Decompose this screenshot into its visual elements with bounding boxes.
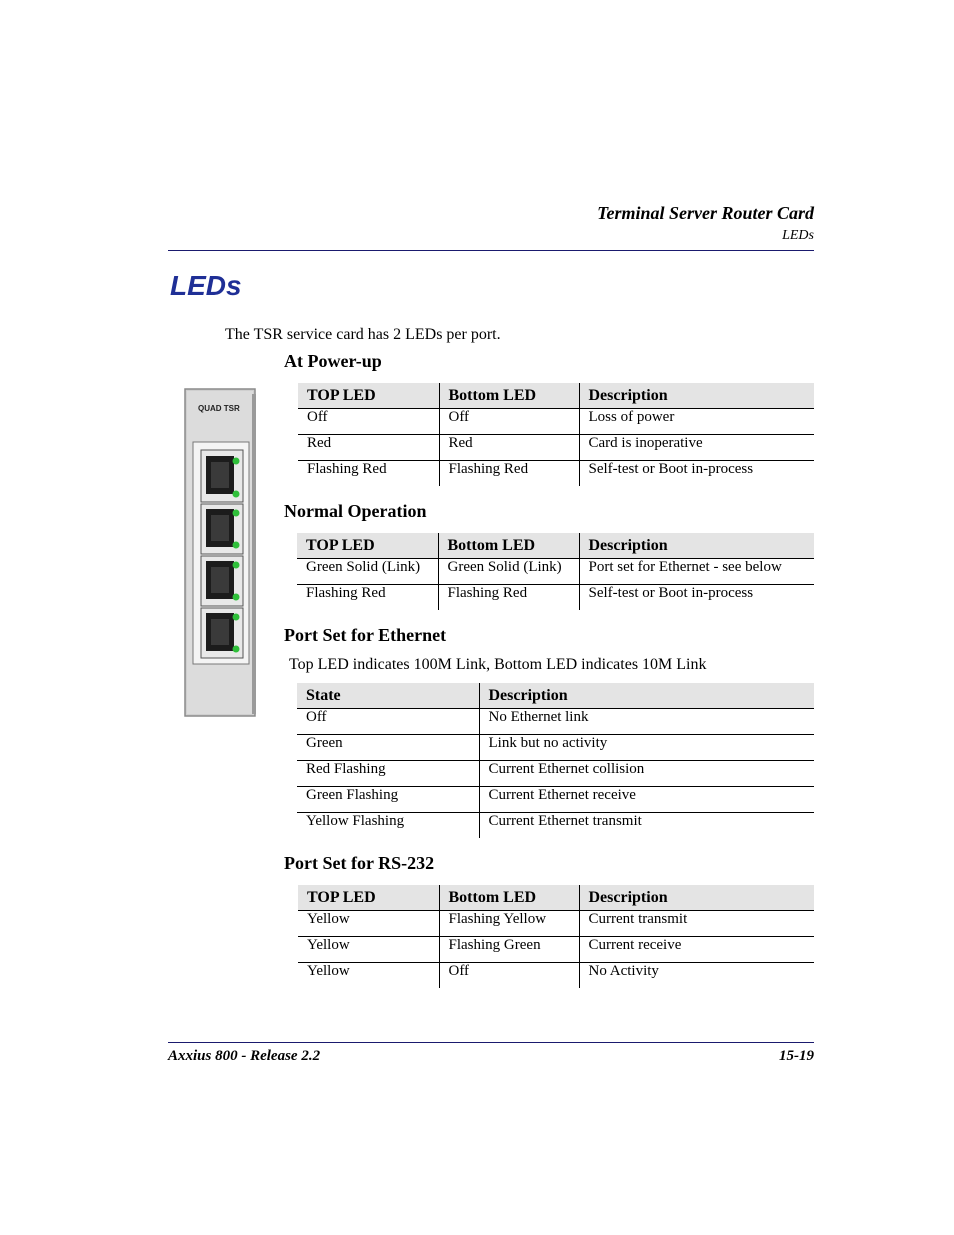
table-row bbox=[298, 911, 814, 937]
column-header: Description bbox=[579, 533, 814, 559]
footer-rule bbox=[168, 1042, 814, 1043]
table-cell: Red Flashing bbox=[297, 761, 479, 787]
page-title: LEDs bbox=[170, 270, 242, 301]
table-power-up bbox=[298, 383, 814, 486]
heading-port-set-ethernet: Port Set for Ethernet bbox=[284, 625, 447, 645]
table-normal-operation bbox=[297, 533, 814, 610]
footer-product: Axxius 800 - Release 2.2 bbox=[168, 1048, 321, 1064]
column-header: TOP LED bbox=[298, 885, 439, 911]
column-header: Bottom LED bbox=[438, 533, 579, 559]
table-cell: No Activity bbox=[579, 963, 814, 989]
column-header: Description bbox=[479, 683, 814, 709]
table-cell: Flashing Red bbox=[297, 585, 438, 611]
footer-page-number: 15-19 bbox=[779, 1048, 814, 1064]
table-cell: Current Ethernet collision bbox=[479, 761, 814, 787]
table-cell: Flashing Green bbox=[439, 937, 579, 963]
table-cell: Yellow bbox=[307, 911, 350, 927]
table-cell: Flashing Red bbox=[439, 461, 579, 487]
table-header-row bbox=[297, 533, 814, 559]
column-header: Description bbox=[579, 383, 814, 409]
column-header: Bottom LED bbox=[439, 383, 579, 409]
table-port-set-ethernet bbox=[297, 683, 814, 838]
table-cell: Flashing Yellow bbox=[439, 911, 579, 937]
port-1 bbox=[201, 450, 243, 502]
column-header: Bottom LED bbox=[439, 885, 579, 911]
table-row bbox=[298, 435, 814, 461]
table-header-row bbox=[298, 383, 814, 409]
column-header: TOP LED bbox=[297, 533, 438, 559]
running-header-section: LEDs bbox=[782, 228, 814, 243]
table-cell: Self-test or Boot in-process bbox=[579, 461, 814, 487]
table-row bbox=[297, 813, 814, 839]
table-cell: Off bbox=[439, 409, 579, 435]
table-cell: Off bbox=[307, 409, 328, 425]
table-cell: Off bbox=[306, 709, 327, 725]
table-cell: Self-test or Boot in-process bbox=[579, 585, 814, 611]
table-cell: No Ethernet link bbox=[479, 709, 814, 735]
table-cell: Yellow Flashing bbox=[297, 813, 479, 839]
table-row bbox=[297, 761, 814, 787]
table-cell: Red bbox=[298, 435, 439, 461]
table-row bbox=[298, 963, 814, 989]
card-label: QUAD TSR bbox=[198, 404, 240, 413]
table-cell: Current Ethernet receive bbox=[479, 787, 814, 813]
column-header: Description bbox=[579, 885, 814, 911]
table-cell: Yellow bbox=[298, 963, 439, 989]
intro-text: The TSR service card has 2 LEDs per port. bbox=[225, 326, 501, 343]
table-cell: Flashing Red bbox=[298, 461, 439, 487]
table-cell: Green Solid (Link) bbox=[438, 559, 579, 585]
table-cell: Current Ethernet transmit bbox=[479, 813, 814, 839]
table-cell: Green Flashing bbox=[297, 787, 479, 813]
table-cell: Red bbox=[439, 435, 579, 461]
table-cell: Current receive bbox=[579, 937, 814, 963]
table-cell: Current transmit bbox=[579, 911, 814, 937]
heading-normal-operation: Normal Operation bbox=[284, 501, 427, 521]
table-port-set-rs232 bbox=[298, 885, 814, 988]
quad-tsr-card-image bbox=[184, 388, 258, 718]
table-cell: Green bbox=[297, 735, 479, 761]
running-header-title: Terminal Server Router Card bbox=[597, 203, 814, 223]
port-3 bbox=[201, 556, 243, 606]
header-rule bbox=[168, 250, 814, 251]
table-header-row bbox=[297, 683, 814, 709]
port-4 bbox=[201, 608, 243, 658]
table-cell: Green Solid (Link) bbox=[306, 559, 421, 575]
table-row bbox=[297, 709, 814, 735]
table-cell: Loss of power bbox=[579, 409, 814, 435]
table-row bbox=[297, 559, 814, 585]
column-header: State bbox=[297, 683, 479, 709]
table-row bbox=[298, 409, 814, 435]
table-cell: Off bbox=[439, 963, 579, 989]
table-cell: Card is inoperative bbox=[579, 435, 814, 461]
table-cell: Flashing Red bbox=[438, 585, 579, 611]
ethernet-note: Top LED indicates 100M Link, Bottom LED indicates 10M Link bbox=[289, 656, 707, 673]
table-row bbox=[297, 787, 814, 813]
table-cell: Link but no activity bbox=[479, 735, 814, 761]
table-row bbox=[297, 735, 814, 761]
table-row bbox=[298, 461, 814, 487]
table-row bbox=[297, 585, 814, 611]
table-cell: Port set for Ethernet - see below bbox=[579, 559, 814, 585]
port-2 bbox=[201, 504, 243, 554]
table-row bbox=[298, 937, 814, 963]
heading-port-set-rs232: Port Set for RS-232 bbox=[284, 853, 435, 873]
heading-power-up: At Power-up bbox=[284, 351, 382, 371]
table-cell: Yellow bbox=[298, 937, 439, 963]
table-header-row bbox=[298, 885, 814, 911]
column-header: TOP LED bbox=[298, 383, 439, 409]
